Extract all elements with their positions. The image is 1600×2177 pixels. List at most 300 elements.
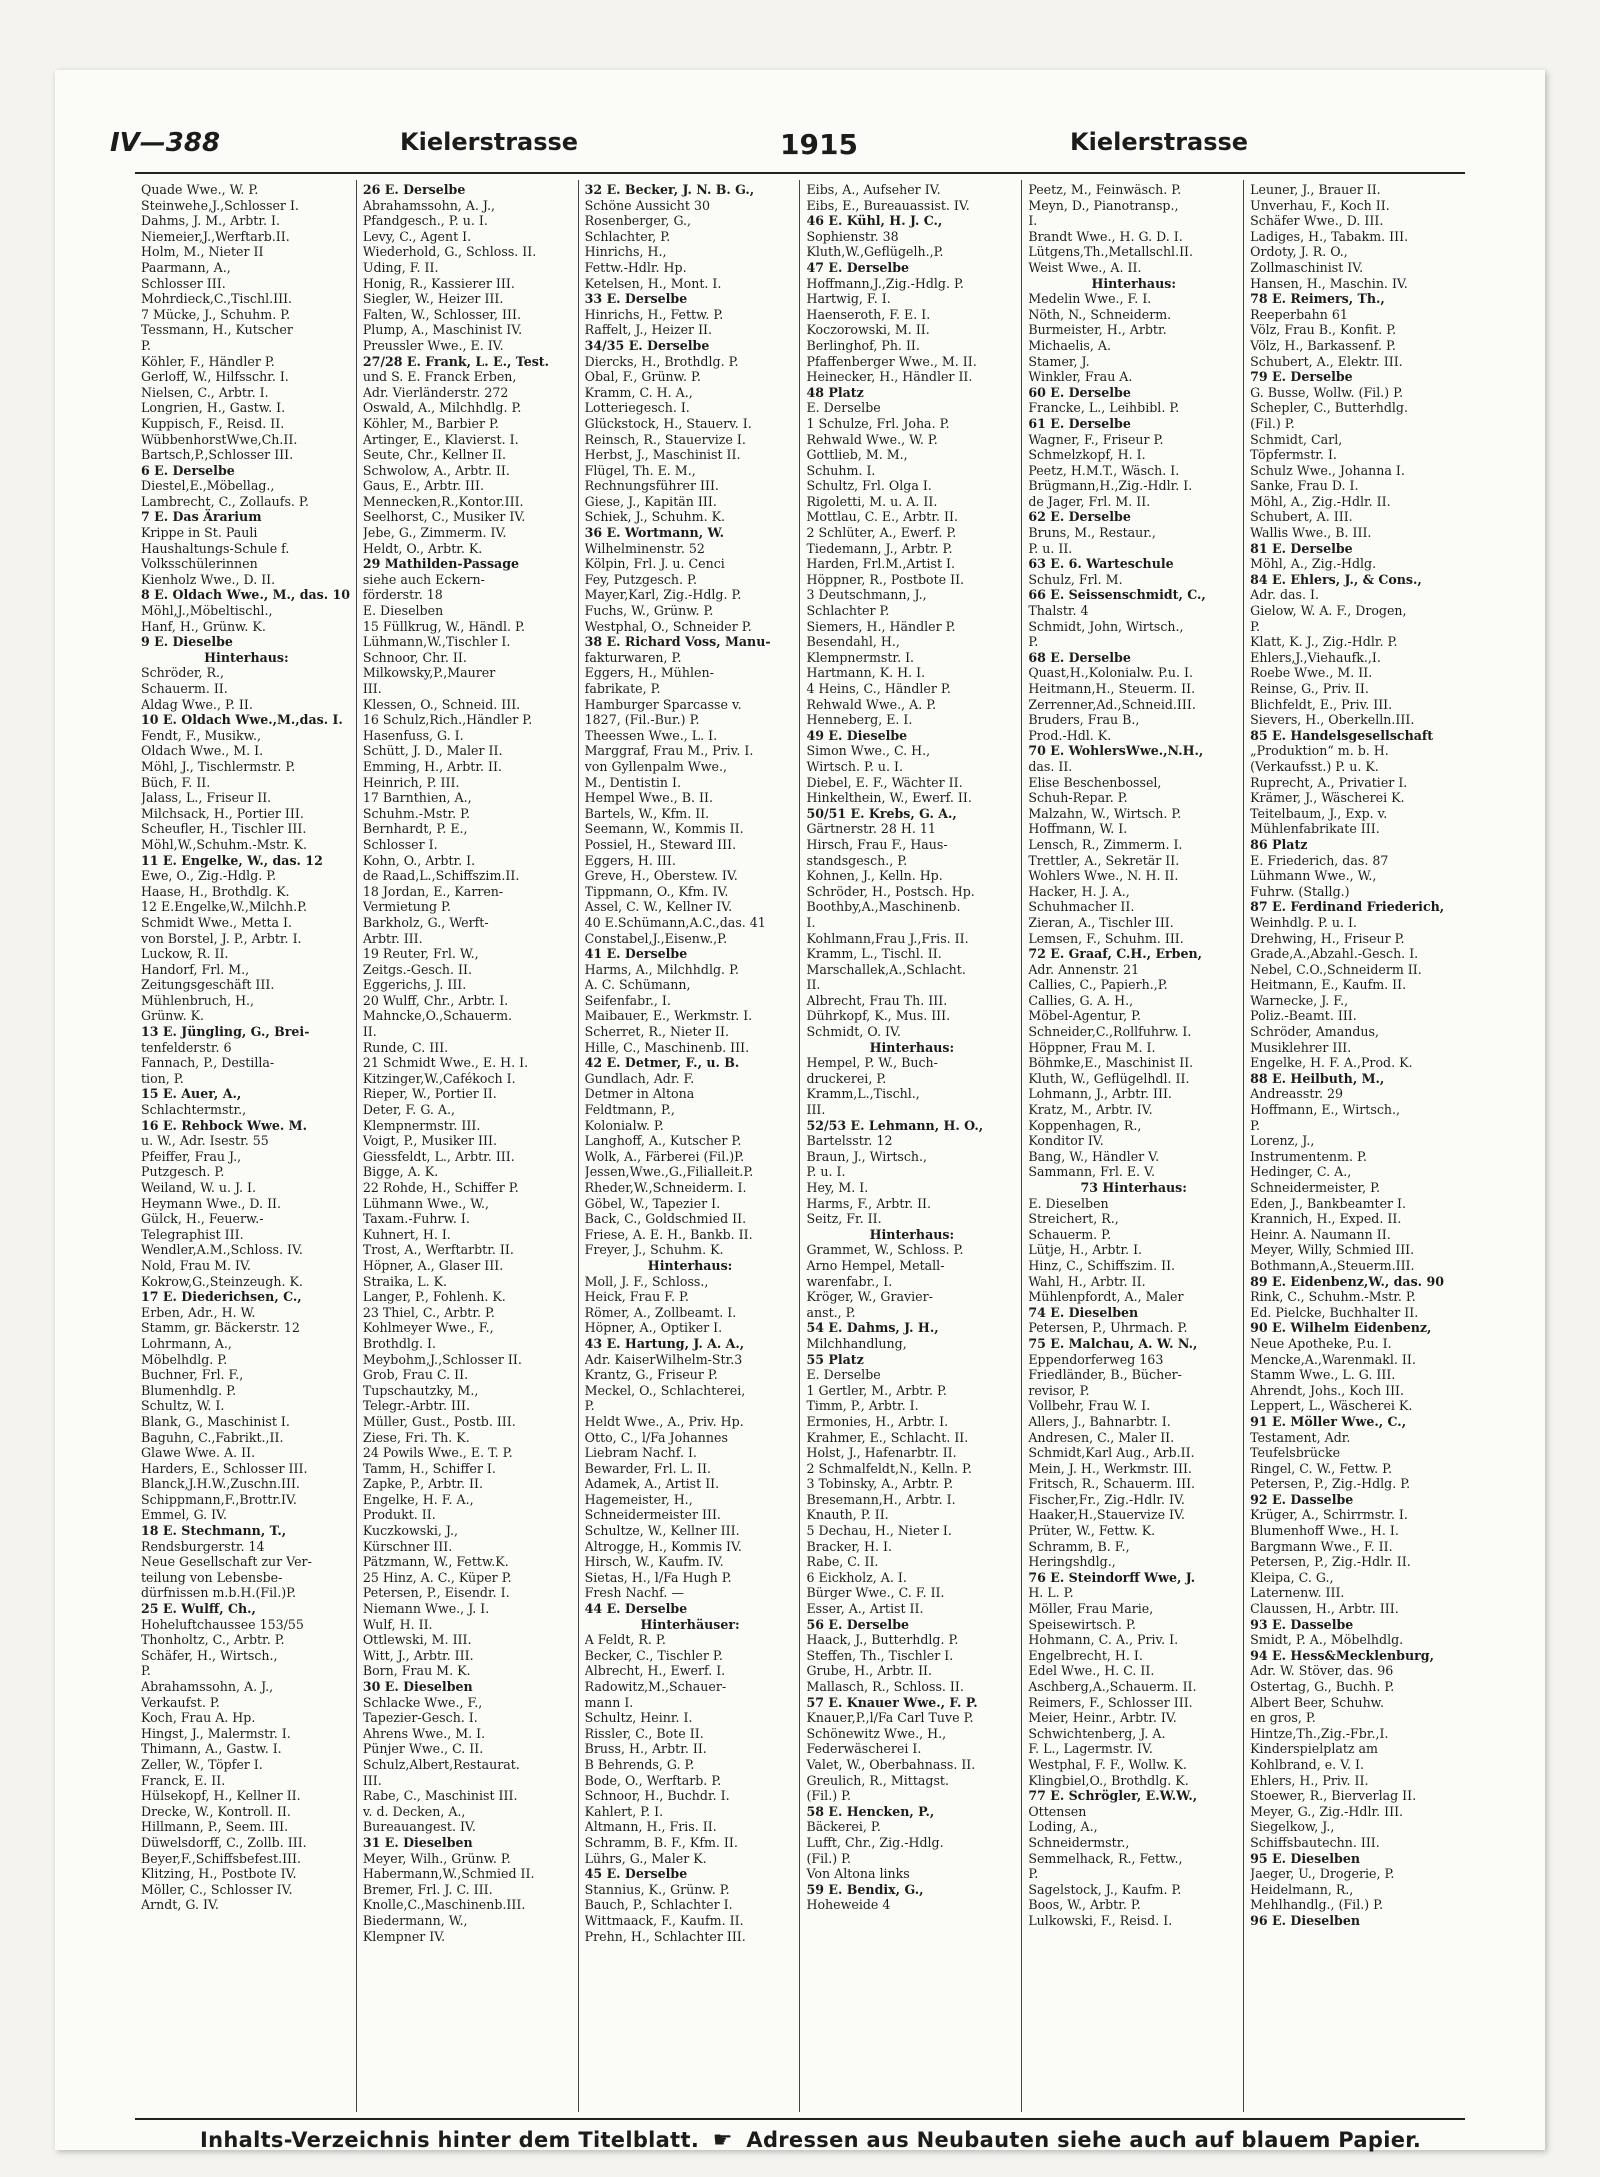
directory-entry-line: Leuner, J., Brauer II.	[1250, 182, 1381, 197]
directory-entry-line: Prehn, H., Schlachter III.	[584, 1928, 746, 1944]
directory-entry-line: Harms, F., Arbtr. II.	[806, 1195, 932, 1211]
directory-entry-line: Altmann, H., Fris. II.	[584, 1819, 717, 1835]
directory-entry-line: Rissler, C., Bote II.	[584, 1725, 704, 1741]
directory-entry-line: Schneider,C.,Rollfuhrw. I.	[1028, 1024, 1192, 1040]
directory-entry-line: teilung von Lebensbe-	[141, 1569, 283, 1585]
page-header	[110, 128, 1470, 188]
directory-entry-line: Schubert, A. III.	[1250, 509, 1353, 525]
directory-entry-line: de Jager, Frl. M. II.	[1028, 493, 1151, 509]
directory-entry-line: Westphal, F. F., Wollw. K.	[1028, 1756, 1187, 1772]
directory-entry-line: Emmel, G. IV.	[141, 1507, 228, 1523]
directory-entry-line: Klingbiel,O., Brothdlg. K.	[1028, 1772, 1189, 1788]
directory-entry-line: III.	[362, 1772, 382, 1788]
directory-entry-line: 68 E. Derselbe	[1028, 649, 1131, 665]
directory-entry-line: Blanck,J.H.W.,Zuschn.III.	[141, 1476, 300, 1492]
directory-entry-line: Longrien, H., Gastw. I.	[141, 400, 286, 416]
directory-entry-line: (Fil.) P.	[806, 1788, 852, 1804]
directory-entry-line: Burmeister, H., Arbtr.	[1028, 322, 1167, 338]
directory-entry-line: Zapke, P., Arbtr. II.	[362, 1476, 484, 1492]
directory-entry-line: Ehlers, H., Priv. II.	[1250, 1772, 1369, 1788]
directory-entry-line: Dahms, J. M., Arbtr. I.	[141, 213, 280, 229]
directory-entry-line: Schlachter, P.	[584, 228, 671, 244]
directory-entry-line: Meyer, Wilh., Grünw. P.	[362, 1850, 511, 1866]
directory-entry-line: Schmidt Wwe., Metta I.	[141, 914, 293, 930]
directory-entry-line: Schultze, W., Kellner III.	[584, 1523, 740, 1539]
directory-entry-line: Zeitungsgeschäft III.	[141, 977, 275, 993]
directory-entry-line: 23 Thiel, C., Arbtr. P.	[362, 1304, 495, 1320]
directory-entry-line: Schröder, Amandus,	[1250, 1024, 1379, 1040]
directory-entry-line: 89 E. Eidenbenz,W., das. 90	[1250, 1273, 1444, 1289]
directory-entry-line: Mahncke,O.,Schauerm.	[362, 1008, 513, 1024]
directory-entry-line: Schneidermeister, P.	[1250, 1180, 1381, 1195]
directory-entry-line: Jebe, G., Zimmerm. IV.	[362, 525, 507, 541]
directory-entry-line: 1 Schulze, Frl. Joha. P.	[806, 415, 950, 431]
directory-entry-line: 96 E. Dieselben	[1250, 1912, 1360, 1928]
directory-entry-line: Wagner, F., Friseur P.	[1028, 431, 1164, 447]
directory-entry-line: Gaus, E., Arbtr. III.	[362, 478, 484, 494]
directory-entry-line: Henneberg, E. I.	[806, 712, 913, 728]
directory-entry-line: Reeperbahn 61	[1250, 306, 1348, 322]
directory-entry-line: Meckel, O., Schlachterei,	[584, 1382, 746, 1398]
directory-entry-line: 81 E. Derselbe	[1250, 540, 1353, 556]
directory-entry-line: Harms, A., Milchhdlg. P.	[584, 961, 739, 977]
directory-entry-line: Böhmke,E., Maschinist II.	[1028, 1055, 1194, 1071]
directory-entry-line: Schmelzkopf, H. I.	[1028, 447, 1146, 463]
directory-entry-line: Lensch, R., Zimmerm. I.	[1028, 836, 1183, 852]
directory-entry-line: 24 Powils Wwe., E. T. P.	[362, 1445, 513, 1461]
directory-entry-line: Hacker, H. J. A.,	[1028, 883, 1130, 899]
directory-entry-line: Römer, A., Zollbeamt. I.	[584, 1304, 737, 1320]
directory-entry-line: E. Derselbe	[806, 1367, 881, 1383]
directory-entry-line: Allers, J., Bahnarbtr. I.	[1028, 1413, 1171, 1429]
directory-entry-line: Diercks, H., Brothdlg. P.	[584, 353, 739, 369]
directory-entry-line: Herbst, J., Maschinist II.	[584, 447, 741, 463]
directory-entry-line: Weinhdlg. P. u. I.	[1250, 914, 1357, 930]
directory-entry-line: Detmer in Altona	[584, 1086, 695, 1102]
directory-entry-line: Fresh Nachf. —	[584, 1585, 684, 1601]
directory-entry-line: Quade Wwe., W. P.	[141, 182, 259, 197]
directory-entry-line: Steffen, Th., Tischler I.	[806, 1647, 954, 1663]
directory-entry-line: Brandt Wwe., H. G. D. I.	[1028, 228, 1183, 244]
directory-entry-line: Scherret, R., Nieter II.	[584, 1024, 729, 1040]
directory-entry-line: Peetz, M., Feinwäsch. P.	[1028, 182, 1182, 197]
directory-entry-line: Völz, H., Barkassenf. P.	[1250, 337, 1396, 353]
directory-entry-line: Rehwald Wwe., A. P.	[806, 696, 937, 712]
directory-entry-line: Kohlbrand, e. V. I.	[1250, 1756, 1365, 1772]
directory-entry-line: Eden, J., Bankbeamter I.	[1250, 1195, 1407, 1211]
directory-entry-line: Hintze,Th.,Zig.-Fbr.,I.	[1250, 1725, 1389, 1741]
directory-entry-line: Reinsch, R., Stauervize I.	[584, 431, 746, 447]
directory-entry-line: Schultz, W. I.	[141, 1398, 225, 1414]
directory-entry-line: M., Dentistin I.	[584, 774, 681, 790]
directory-entry-line: Fuchs, W., Grünw. P.	[584, 603, 714, 619]
directory-entry-line: Grade,A.,Abzahl.-Gesch. I.	[1250, 946, 1419, 962]
directory-entry-line: Hoffmann, E., Wirtsch.,	[1250, 1102, 1400, 1118]
directory-entry-line: Eppendorferweg 163	[1028, 1351, 1164, 1367]
directory-entry-line: Brügmann,H.,Zig.-Hdlr. I.	[1028, 478, 1193, 494]
directory-entry-line: 86 Platz	[1250, 836, 1308, 852]
directory-entry-line: 1 Gertler, M., Arbtr. P.	[806, 1382, 947, 1398]
directory-entry-line: Düwelsdorff, C., Zollb. III.	[141, 1834, 307, 1850]
directory-entry-line: Hartwig, F. I.	[806, 291, 891, 307]
directory-entry-line: Albrecht, H., Ewerf. I.	[584, 1663, 726, 1679]
directory-entry-line: Krannich, H., Exped. II.	[1250, 1211, 1402, 1227]
directory-entry-line: Giese, J., Kapitän III.	[584, 493, 717, 509]
directory-entry-line: 43 E. Hartung, J. A. A.,	[584, 1335, 745, 1351]
directory-entry-line: Töpfermstr. I.	[1250, 447, 1337, 463]
directory-entry-line: Petersen, P., Eisendr. I.	[362, 1585, 510, 1601]
directory-entry-line: Klempner IV.	[362, 1928, 446, 1944]
directory-entry-line: Niemann Wwe., J. I.	[362, 1601, 490, 1617]
directory-entry-line: Sagelstock, J., Kaufm. P.	[1028, 1881, 1182, 1897]
directory-entry-line: 91 E. Möller Wwe., C.,	[1250, 1413, 1407, 1429]
directory-entry-line: Hingst, J., Malermstr. I.	[141, 1725, 291, 1741]
directory-entry-line: 73 Hinterhaus:	[1080, 1180, 1187, 1195]
directory-entry-line: 17 E. Diederichsen, C.,	[141, 1289, 302, 1305]
directory-entry-line: Niemeier,J.,Werftarb.II.	[141, 228, 290, 244]
directory-entry-line: Hempel Wwe., B. II.	[584, 790, 713, 806]
directory-entry-line: siehe auch Eckern-	[362, 571, 485, 587]
directory-entry-line: u. W., Adr. Isestr. 55	[141, 1133, 269, 1149]
directory-entry-line: 92 E. Dasselbe	[1250, 1491, 1354, 1507]
directory-entry-line: Kröger, W., Gravier-	[806, 1289, 933, 1305]
directory-entry-line: Voigt, P., Musiker III.	[362, 1133, 497, 1149]
directory-entry-line: Assel, C. W., Kellner IV.	[584, 899, 733, 915]
directory-entry-line: Biedermann, W.,	[362, 1912, 468, 1928]
directory-entry-line: Stoewer, R., Bierverlag II.	[1250, 1788, 1417, 1804]
page-footer	[200, 2128, 1450, 2153]
directory-entry-line: Mühlenpfordt, A., Maler	[1028, 1289, 1184, 1305]
directory-entry-line: 90 E. Wilhelm Eidenbenz,	[1250, 1320, 1432, 1336]
directory-entry-line: Greulich, R., Mittagst.	[806, 1772, 949, 1788]
directory-entry-line: Klatt, K. J., Zig.-Hdlr. P.	[1250, 634, 1398, 650]
directory-entry-line: Wiederhold, G., Schloss. II.	[362, 244, 537, 260]
directory-entry-line: 3 Deutschmann, J.,	[806, 587, 927, 603]
directory-entry-line: Franck, E. II.	[141, 1772, 226, 1788]
directory-entry-line: Bruns, M., Restaur.,	[1028, 525, 1156, 541]
directory-entry-line: anst., P.	[806, 1304, 856, 1320]
directory-entry-line: Kürschner III.	[362, 1538, 453, 1554]
directory-entry-line: Hirsch, Frau F., Haus-	[806, 836, 948, 852]
directory-entry-line: P.	[1028, 634, 1039, 650]
directory-entry-line: Zollmaschinist IV.	[1250, 259, 1364, 275]
directory-entry-line: Hille, C., Maschinenb. III.	[584, 1039, 750, 1055]
directory-entry-line: Lühmann Wwe., W.,	[362, 1195, 490, 1211]
directory-entry-line: Aldag Wwe., P. II.	[141, 696, 253, 712]
directory-entry-line: fabrikate, P.	[584, 681, 661, 696]
directory-entry-line: Theessen Wwe., L. I.	[584, 727, 718, 743]
directory-entry-line: 58 E. Hencken, P.,	[806, 1803, 935, 1819]
directory-entry-line: von Gyllenpalm Wwe.,	[584, 758, 727, 774]
directory-entry-line: Holst, J., Hafenarbtr. II.	[806, 1445, 957, 1461]
directory-entry-line: Lühmann,W.,Tischler I.	[362, 634, 511, 650]
directory-entry-line: 25 E. Wulff, Ch.,	[141, 1601, 256, 1617]
directory-entry-line: Rendsburgerstr. 14	[141, 1538, 265, 1554]
directory-entry-line: Wohlers Wwe., N. H. II.	[1028, 868, 1179, 884]
directory-entry-line: Harders, E., Schlosser III.	[141, 1460, 308, 1476]
directory-entry-line: 49 E. Dieselbe	[806, 727, 908, 743]
directory-entry-line: Knauer,P.,l/Fa Carl Tuve P.	[806, 1710, 974, 1726]
footer-rule	[135, 2118, 1465, 2120]
directory-entry-line: 56 E. Derselbe	[806, 1616, 910, 1632]
directory-entry-line: Fey, Putzgesch. P.	[584, 571, 697, 587]
directory-entry-line: Klempnermstr. I.	[806, 649, 915, 665]
directory-entry-line: 18 Jordan, E., Karren-	[362, 883, 504, 899]
directory-entry-line: Hinterhaus:	[869, 1226, 955, 1242]
directory-entry-line: 62 E. Derselbe	[1028, 509, 1131, 525]
directory-entry-line: Stamer, J.	[1028, 353, 1090, 369]
directory-entry-line: Sanke, Frau D. I.	[1250, 478, 1359, 494]
directory-column-6	[1244, 180, 1465, 2112]
directory-entry-line: Schiek, J., Schuhm. K.	[584, 509, 726, 525]
directory-entry-line: Schäfer, H., Wirtsch.,	[141, 1647, 278, 1663]
directory-entry-line: Michaelis, A.	[1028, 337, 1111, 353]
directory-entry-line: 77 E. Schrögler, E.W.W.,	[1028, 1788, 1198, 1804]
directory-entry-line: F. L., Lagermstr. IV.	[1028, 1741, 1153, 1757]
directory-entry-line: Radowitz,M.,Schauer-	[584, 1679, 727, 1694]
directory-entry-line: Müller, Gust., Postb. III.	[362, 1413, 516, 1429]
directory-entry-line: Lührs, G., Maler K.	[584, 1850, 707, 1866]
directory-entry-line: Haenseroth, F. E. I.	[806, 306, 931, 322]
directory-entry-line: Grammet, W., Schloss. P.	[806, 1242, 964, 1258]
directory-entry-line: Vermietung P.	[362, 899, 451, 915]
directory-entry-line: Putzgesch. P.	[141, 1164, 225, 1180]
directory-entry-line: tion, P.	[141, 1070, 184, 1086]
directory-entry-line: Schmidt, O. IV.	[806, 1024, 901, 1040]
directory-entry-line: Tessmann, H., Kutscher	[141, 322, 293, 338]
directory-entry-line: Fannach, P., Destilla-	[141, 1055, 275, 1071]
directory-entry-line: Kahlert, P. I.	[584, 1803, 664, 1819]
directory-entry-line: Simon Wwe., C. H.,	[806, 743, 931, 759]
directory-entry-line: Eggerichs, J. III.	[362, 977, 467, 993]
directory-entry-line: 34/35 E. Derselbe	[584, 337, 710, 353]
directory-entry-line: Engelke, H. F. A.,Prod. K.	[1250, 1055, 1413, 1071]
directory-entry-line: Schwolow, A., Arbtr. II.	[362, 462, 510, 478]
directory-entry-line: Lufft, Chr., Zig.-Hdlg.	[806, 1834, 944, 1850]
directory-entry-line: Haaker,H.,Stauervize IV.	[1028, 1507, 1185, 1523]
directory-entry-line: Habermann,W.,Schmied II.	[362, 1866, 535, 1882]
directory-entry-line: Freyer, J., Schuhm. K.	[584, 1242, 724, 1258]
directory-entry-line: E. Dieselben	[362, 603, 444, 619]
directory-entry-line: Engelke, H. F. A.,	[362, 1491, 474, 1507]
directory-entry-line: Hamburger Sparcasse v.	[584, 696, 742, 712]
directory-entry-line: Schlachtermstr.,	[141, 1102, 247, 1118]
directory-entry-line: II.	[362, 1024, 377, 1040]
directory-entry-line: 55 Platz	[806, 1351, 864, 1367]
directory-entry-line: Schröder, R.,	[141, 665, 225, 681]
directory-entry-line: Feldtmann, P.,	[584, 1102, 675, 1118]
directory-entry-line: Schauerm. II.	[141, 681, 228, 696]
street-title-right: Kielerstrasse	[1070, 128, 1249, 156]
directory-entry-line: Uding, F. II.	[362, 259, 439, 275]
directory-entry-line: Meier, Heinr., Arbtr. IV.	[1028, 1710, 1177, 1726]
directory-entry-line: de Raad,L.,Schiffszim.II.	[362, 868, 520, 884]
directory-entry-line: Schwichtenberg, J. A.	[1028, 1725, 1166, 1741]
directory-entry-line: Hinterhaus:	[869, 1039, 955, 1055]
directory-entry-line: Gundlach, Adr. F.	[584, 1070, 695, 1086]
directory-entry-line: 93 E. Dasselbe	[1250, 1616, 1354, 1632]
directory-entry-line: 52/53 E. Lehmann, H. O.,	[806, 1117, 984, 1133]
directory-entry-line: Hinrichs, H.,	[584, 244, 667, 260]
directory-entry-line: 38 E. Richard Voss, Manu-	[584, 634, 771, 650]
directory-entry-line: Deter, F. G. A.,	[362, 1102, 456, 1118]
directory-entry-line: Luckow, R. II.	[141, 946, 229, 962]
directory-entry-line: Schnoor, Chr. II.	[362, 649, 467, 665]
directory-entry-line: Bruss, H., Arbtr. II.	[584, 1741, 707, 1757]
directory-entry-line: Mallasch, R., Schloss. II.	[806, 1679, 964, 1694]
directory-entry-line: 29 Mathilden-Passage	[362, 556, 520, 572]
directory-entry-line: Gielow, W. A. F., Drogen,	[1250, 603, 1407, 619]
directory-entry-line: Möhl,J.,Möbeltischl.,	[141, 603, 273, 619]
directory-entry-line: en gros, P.	[1250, 1710, 1316, 1726]
directory-entry-line: Nielsen, C., Arbtr. I.	[141, 384, 269, 400]
directory-entry-line: Rabe, C. II.	[806, 1554, 879, 1570]
directory-entry-line: Hinterhaus:	[1091, 275, 1176, 291]
directory-entry-line: Esser, A., Artist II.	[806, 1601, 924, 1617]
directory-entry-line: Höppner, Frau M. I.	[1028, 1039, 1156, 1055]
directory-entry-line: Otto, C., l/Fa Johannes	[584, 1429, 728, 1445]
directory-entry-line: Trost, A., Werftarbtr. II.	[362, 1242, 514, 1258]
directory-entry-line: Diestel,E.,Möbellag.,	[141, 478, 275, 494]
directory-entry-line: Honig, R., Kassierer III.	[362, 275, 515, 291]
directory-entry-line: Buchner, Frl. F.,	[141, 1367, 244, 1383]
directory-entry-line: Bracker, H. I.	[806, 1538, 893, 1554]
directory-entry-line: Tupschautzky, M.,	[362, 1382, 479, 1398]
directory-entry-line: Born, Frau M. K.	[362, 1663, 471, 1679]
directory-entry-line: Hartmann, K. H. I.	[806, 665, 926, 681]
directory-entry-line: und S. E. Franck Erben,	[362, 369, 517, 385]
directory-entry-line: Koch, Frau A. Hp.	[141, 1710, 256, 1726]
directory-entry-line: „Produktion“ m. b. H.	[1250, 743, 1389, 759]
directory-entry-line: Kölpin, Frl. J. u. Cenci	[584, 556, 725, 572]
directory-entry-line: Falten, W., Schlosser, III.	[362, 306, 521, 322]
directory-entry-line: A Feldt, R. P.	[584, 1632, 666, 1648]
directory-entry-line: 12 E.Engelke,W.,Milchh.P.	[141, 899, 308, 915]
directory-entry-line: Heitmann, E., Kaufm. II.	[1250, 977, 1407, 993]
directory-entry-line: Drecke, W., Kontroll. II.	[141, 1803, 291, 1819]
directory-entry-line: Becker, C., Tischler P.	[584, 1647, 723, 1663]
directory-entry-line: Barkholz, G., Werft-	[362, 914, 489, 930]
directory-entry-line: Telegr.-Arbtr. III.	[362, 1398, 470, 1414]
directory-entry-line: Emming, H., Arbtr. II.	[362, 758, 502, 774]
directory-entry-line: P.	[141, 337, 151, 353]
directory-entry-line: Callies, C., Papierh.,P.	[1028, 977, 1168, 993]
directory-entry-line: Schramm, B. F.,	[1028, 1538, 1130, 1554]
directory-entry-line: Gerloff, W., Hilfsschr. I.	[141, 369, 289, 385]
directory-entry-line: Diebel, E. F., Wächter II.	[806, 774, 963, 790]
directory-entry-line: 6 E. Derselbe	[141, 462, 235, 478]
directory-entry-line: 74 E. Dieselben	[1028, 1304, 1139, 1320]
directory-entry-line: Heitmann,H., Steuerm. II.	[1028, 681, 1196, 696]
directory-entry-line: 50/51 E. Krebs, G. A.,	[806, 805, 957, 821]
directory-entry-line: Zeitgs.-Gesch. II.	[362, 961, 473, 977]
directory-entry-line: Heidelmann, R.,	[1250, 1881, 1354, 1897]
directory-entry-line: Stamm, gr. Bäckerstr. 12	[141, 1320, 300, 1336]
directory-entry-line: 87 E. Ferdinand Friederich,	[1250, 899, 1445, 915]
directory-entry-line: Wahl, H., Arbtr. II.	[1028, 1273, 1146, 1289]
directory-entry-line: Kolonialw. P.	[584, 1117, 664, 1133]
directory-entry-line: P.	[584, 1398, 595, 1414]
directory-entry-line: Produkt. II.	[362, 1507, 436, 1523]
directory-entry-line: 41 E. Derselbe	[584, 946, 688, 962]
directory-entry-line: warenfabr., I.	[806, 1273, 893, 1289]
directory-entry-line: III.	[362, 681, 382, 696]
directory-entry-line: Holm, M., Nieter II	[141, 244, 264, 260]
directory-entry-line: Raffelt, J., Heizer II.	[584, 322, 713, 338]
directory-entry-line: 31 E. Dieselben	[362, 1834, 473, 1850]
directory-entry-line: 11 E. Engelke, W., das. 12	[141, 852, 323, 868]
directory-entry-line: Paarmann, A.,	[141, 259, 231, 275]
directory-entry-line: Köhler, M., Barbier P.	[362, 415, 499, 431]
directory-entry-line: Tippmann, O., Kfm. IV.	[584, 883, 729, 899]
directory-entry-line: Ruprecht, A., Privatier I.	[1250, 774, 1408, 790]
directory-entry-line: III.	[806, 1102, 826, 1118]
directory-entry-line: Fettw.-Hdlr. Hp.	[584, 259, 687, 275]
directory-entry-line: Milchhandlung,	[806, 1335, 907, 1351]
directory-entry-line: Glückstock, H., Stauerv. I.	[584, 415, 752, 431]
directory-entry-line: Kuczkowski, J.,	[362, 1523, 458, 1539]
directory-entry-line: Krämer, J., Wäscherei K.	[1250, 790, 1405, 806]
directory-entry-line: Thonholtz, C., Arbtr. P.	[141, 1632, 285, 1648]
directory-entry-line: Meyer, G., Zig.-Hdlr. III.	[1250, 1803, 1404, 1819]
directory-entry-line: Nöth, N., Schneiderm.	[1028, 306, 1172, 322]
directory-entry-line: Ottlewski, M. III.	[362, 1632, 472, 1648]
directory-entry-line: Adr. W. Stöver, das. 96	[1250, 1663, 1394, 1679]
directory-entry-line: Abrahamssohn, A. J.,	[141, 1679, 274, 1694]
directory-entry-line: Mennecken,R.,Kontor.III.	[362, 493, 524, 509]
directory-entry-line: Roebe Wwe., M. II.	[1250, 665, 1373, 681]
directory-entry-line: Besendahl, H.,	[806, 634, 900, 650]
directory-entry-line: Langhoff, A., Kutscher P.	[584, 1133, 742, 1149]
directory-entry-line: Quast,H.,Kolonialw. P.u. I.	[1028, 665, 1194, 681]
directory-entry-line: Hohmann, C. A., Priv. I.	[1028, 1632, 1179, 1648]
directory-entry-line: Kramm,L.,Tischl.,	[806, 1086, 920, 1102]
directory-entry-line: Klitzing, H., Postbote IV.	[141, 1866, 297, 1882]
directory-entry-line: 21 Schmidt Wwe., E. H. I.	[362, 1055, 529, 1071]
directory-entry-line: Nebel, C.O.,Schneiderm II.	[1250, 961, 1422, 977]
directory-entry-line: Schmidt,Karl Aug., Arb.II.	[1028, 1445, 1195, 1461]
directory-entry-line: Ladiges, H., Tabakm. III.	[1250, 228, 1409, 244]
directory-entry-line: Ringel, C. W., Fettw. P.	[1250, 1460, 1393, 1476]
directory-entry-line: 59 E. Bendix, G.,	[806, 1881, 924, 1897]
directory-entry-line: Braun, J., Wirtsch.,	[806, 1148, 928, 1164]
directory-entry-line: Runde, C. III.	[362, 1039, 449, 1055]
directory-entry-line: Heldt, O., Arbtr. K.	[362, 540, 483, 556]
directory-entry-line: Rink, C., Schuhm.-Mstr. P.	[1250, 1289, 1416, 1305]
directory-entry-line: Hinrichs, H., Fettw. P.	[584, 306, 724, 322]
directory-entry-line: Abrahamssohn, A. J.,	[362, 197, 495, 213]
directory-entry-line: Maibauer, E., Werkmstr. I.	[584, 1008, 753, 1024]
directory-entry-line: Stamm Wwe., L. G. III.	[1250, 1367, 1396, 1383]
directory-entry-line: Mühlenfabrikate III.	[1250, 821, 1380, 837]
directory-entry-line: 5 Dechau, H., Nieter I.	[806, 1523, 952, 1539]
directory-entry-line: Marggraf, Frau M., Priv. I.	[584, 743, 754, 759]
directory-entry-line: Haack, J., Butterhdlg. P.	[806, 1632, 959, 1648]
directory-entry-line: Rigoletti, M. u. A. II.	[806, 493, 938, 509]
directory-entry-line: Möbel-Agentur, P.	[1028, 1008, 1142, 1024]
directory-entry-line: Fendt, F., Musikw.,	[141, 727, 261, 743]
directory-entry-line: Schönewitz Wwe., H.,	[806, 1725, 947, 1741]
directory-entry-line: Baguhn, C.,Fabrikt.,II.	[141, 1429, 284, 1445]
directory-entry-line: 84 E. Ehlers, J., & Cons.,	[1250, 571, 1422, 587]
directory-entry-line: 94 E. Hess&Mecklenburg,	[1250, 1647, 1434, 1663]
directory-entry-line: Lambrecht, C., Zollaufs. P.	[141, 493, 309, 509]
directory-entry-line: Zieran, A., Tischler III.	[1028, 914, 1174, 930]
directory-entry-line: Trettler, A., Sekretär II.	[1028, 852, 1180, 868]
directory-entry-line: 33 E. Derselbe	[584, 291, 688, 307]
directory-columns	[135, 180, 1465, 2112]
directory-entry-line: Bernhardt, P. E.,	[362, 821, 468, 837]
